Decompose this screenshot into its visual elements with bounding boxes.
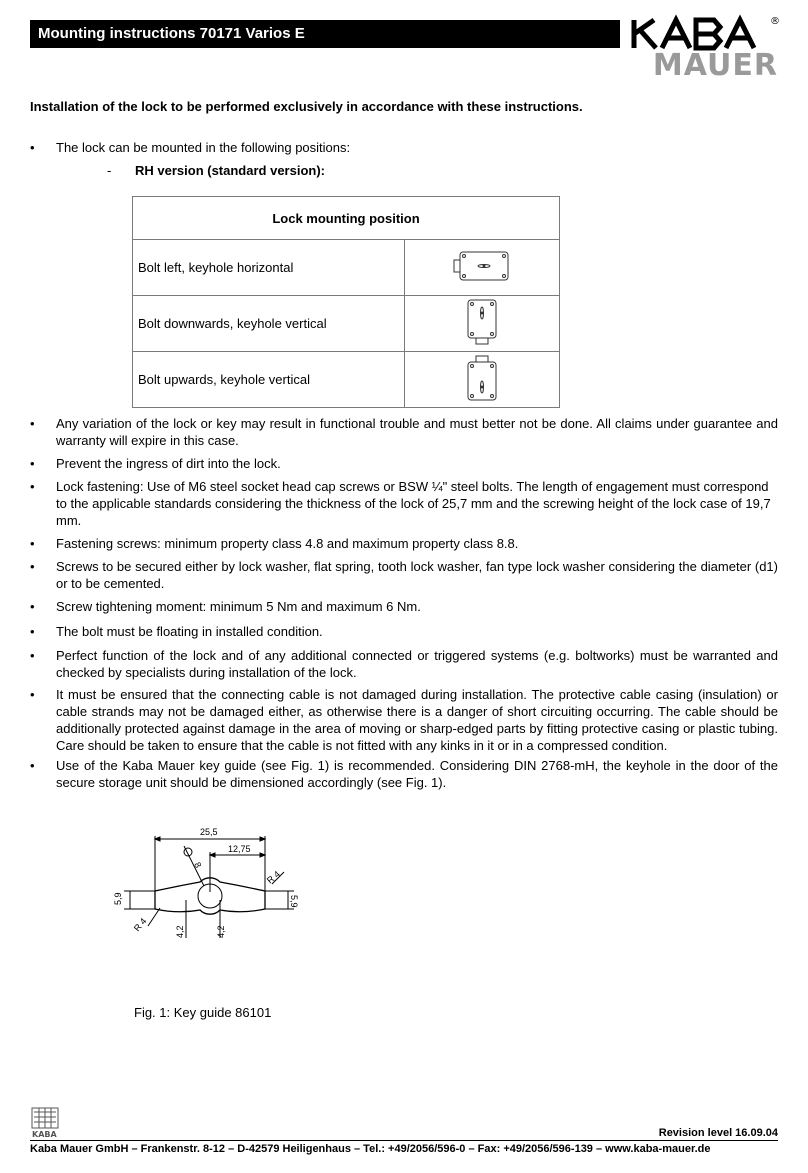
footer-divider [30,1140,778,1141]
bullet-text: Use of the Kaba Mauer key guide (see Fig. 1) is recommended. Considering DIN 2768-mH, the keyhole in the door of the secure storage unit should be dimensioned accordingly (see Fig. 1). [56,758,778,790]
bullet-symbol: • [30,536,35,551]
dim-bottom-left-label: 4,2 [175,925,185,938]
mounting-position-table [132,196,560,408]
bullet-text: Prevent the ingress of dirt into the lock. [56,456,281,471]
dim-radius-right-label: R 4 [264,868,283,886]
bullet-text: The lock can be mounted in the following positions: [56,140,351,155]
bullet-text: Any variation of the lock or key may result in functional trouble and must better not be done. All claims under guarantee and warranty will expire in this case. [56,416,778,448]
dim-radius-left-label: R 4 [131,916,149,934]
bullet-symbol: • [30,456,35,471]
dim-height-right-label: 5,9 [289,895,299,908]
dim-bottom-right-label: 4,2 [216,925,226,938]
kaba-mauer-logo [628,14,778,84]
table-cell-label: Bolt upwards, keyhole vertical [133,352,405,408]
dim-height-left-label: 5,9 [113,892,123,905]
document-title: Mounting instructions 70171 Varios E [30,20,620,48]
key-guide-drawing [108,822,308,952]
bullet-text: Perfect function of the lock and of any additional connected or triggered systems (e.g. boltworks) must be warranted and checked by specialists during installation of the lock. [56,648,778,680]
company-address: Kaba Mauer GmbH – Frankenstr. 8-12 – D-42579 Heiligenhaus – Tel.: +49/2056/596-0 – Fax: +49/2056/596-139 – www.kaba-mauer.de [30,1143,711,1155]
bullet-symbol: • [30,599,35,614]
table-row [133,240,560,296]
kaba-emblem-icon [30,1106,60,1140]
table-cell-label: Bolt downwards, keyhole vertical [133,296,405,352]
bullet-text: Screw tightening moment: minimum 5 Nm and maximum 6 Nm. [56,599,421,614]
bullet-symbol: • [30,559,35,574]
table-header: Lock mounting position [133,197,560,240]
bullet-text: Screws to be secured either by lock washer, flat spring, tooth lock washer, fan type lock washer considering the diameter (d1) or to be cemented. [56,559,778,591]
table-row [133,296,560,352]
intro-heading: Installation of the lock to be performed exclusively in accordance with these instructions. [30,99,583,114]
dim-half-label: 12,75 [228,844,251,854]
lock-bolt-left-icon [449,246,515,286]
emblem-text: KABA [32,1130,57,1139]
table-cell-label: Bolt left, keyhole horizontal [133,240,405,296]
bullet-text: Fastening screws: minimum property class 4.8 and maximum property class 8.8. [56,536,519,551]
bullet-text: The bolt must be floating in installed condition. [56,624,323,639]
dim-width-label: 25,5 [200,827,218,837]
logo-mauer-text: MAUER [652,48,778,83]
table-row [133,352,560,408]
lock-bolt-up-icon [462,353,502,403]
dash: - [107,163,112,178]
revision-level: Revision level 16.09.04 [658,1127,778,1139]
bullet-symbol: • [30,140,35,155]
bullet-symbol: • [30,648,35,663]
lock-bolt-down-icon [462,297,502,347]
bullet-symbol: • [30,687,35,702]
bullet-text: Lock fastening: Use of M6 steel socket head cap screws or BSW ¼" steel bolts. The length of engagement must correspond to the applicable standards considering the thickness of the lock of 25,7 mm and the screwing height of the lock case of 19,7 mm. [56,479,771,528]
bullet-symbol: • [30,758,35,773]
bullet-symbol: • [30,624,35,639]
registered-mark: ® [770,16,780,27]
bullet-text: It must be ensured that the connecting cable is not damaged during installation. The protective cable casing (insulation) or cable strands may not be damaged either, as otherwise there is a danger of short circuiting occurring. The cable should be additionally protected against damage in the area of moving or sharp-edged parts by fitting protective casing or plastic tubing. Care should be taken to ensure that the cable is not fitted with any kinks in it or in a compressed condition. [56,687,778,753]
kaba-logo-icon [628,14,778,52]
bullet-symbol: • [30,416,35,431]
version-label: RH version (standard version): [135,163,325,178]
bullet-symbol: • [30,479,35,494]
figure-caption: Fig. 1: Key guide 86101 [134,1005,272,1020]
dim-diameter-label: 8 [192,860,204,870]
